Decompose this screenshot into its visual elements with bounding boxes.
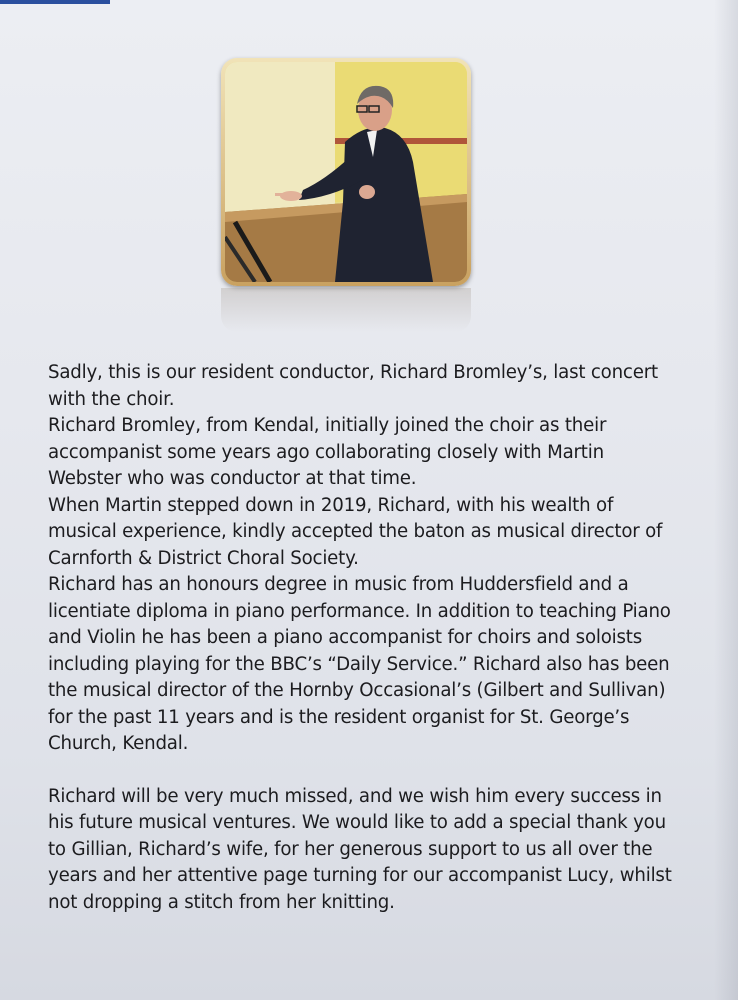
- intro-line: the musical director of the Hornby Occasional’s (Gilbert and Sullivan): [48, 680, 666, 701]
- intro-line: and Violin he has been a piano accompanist for choirs and soloists: [48, 627, 642, 648]
- intro-line: When Martin stepped down in 2019, Richard, with his wealth of: [48, 494, 614, 516]
- intro-line: Sadly, this is our resident conductor, Richard Bromley’s, last concert: [48, 362, 658, 383]
- photo-reflection: [221, 288, 471, 332]
- article-text: [48, 360, 688, 916]
- closing-line: years and her attentive page turning for our accompanist Lucy, whilst: [48, 865, 672, 886]
- intro-line: Webster who was conductor at that time.: [48, 468, 417, 489]
- intro-line: Richard Bromley, from Kendal, initially joined the choir as their: [48, 415, 607, 436]
- closing-line: not dropping a stitch from her knitting.: [48, 891, 395, 913]
- conductor-photo: [225, 62, 467, 282]
- paragraph-gap: [48, 758, 688, 784]
- closing-line: his future musical ventures. We would like to add a special thank you: [48, 812, 666, 833]
- intro-line: with the choir.: [48, 388, 175, 410]
- intro-line: for the past 11 years and is the resident organist for St. George’s: [48, 706, 630, 728]
- intro-line: accompanist some years ago collaborating closely with Martin: [48, 441, 604, 463]
- intro-line: musical experience, kindly accepted the baton as musical director of: [48, 521, 663, 542]
- closing-line: to Gillian, Richard’s wife, for her generous support to us all over the: [48, 838, 653, 860]
- closing-line: Richard will be very much missed, and we wish him every success in: [48, 785, 662, 807]
- intro-line: Carnforth & District Choral Society.: [48, 547, 359, 569]
- conductor-photo-frame: [221, 58, 471, 286]
- intro-line: licentiate diploma in piano performance. In addition to teaching Piano: [48, 600, 671, 622]
- intro-line: including playing for the BBC’s “Daily Service.” Richard also has been: [48, 653, 670, 675]
- intro-line: Church, Kendal.: [48, 733, 189, 754]
- intro-line: Richard has an honours degree in music from Huddersfield and a: [48, 574, 629, 595]
